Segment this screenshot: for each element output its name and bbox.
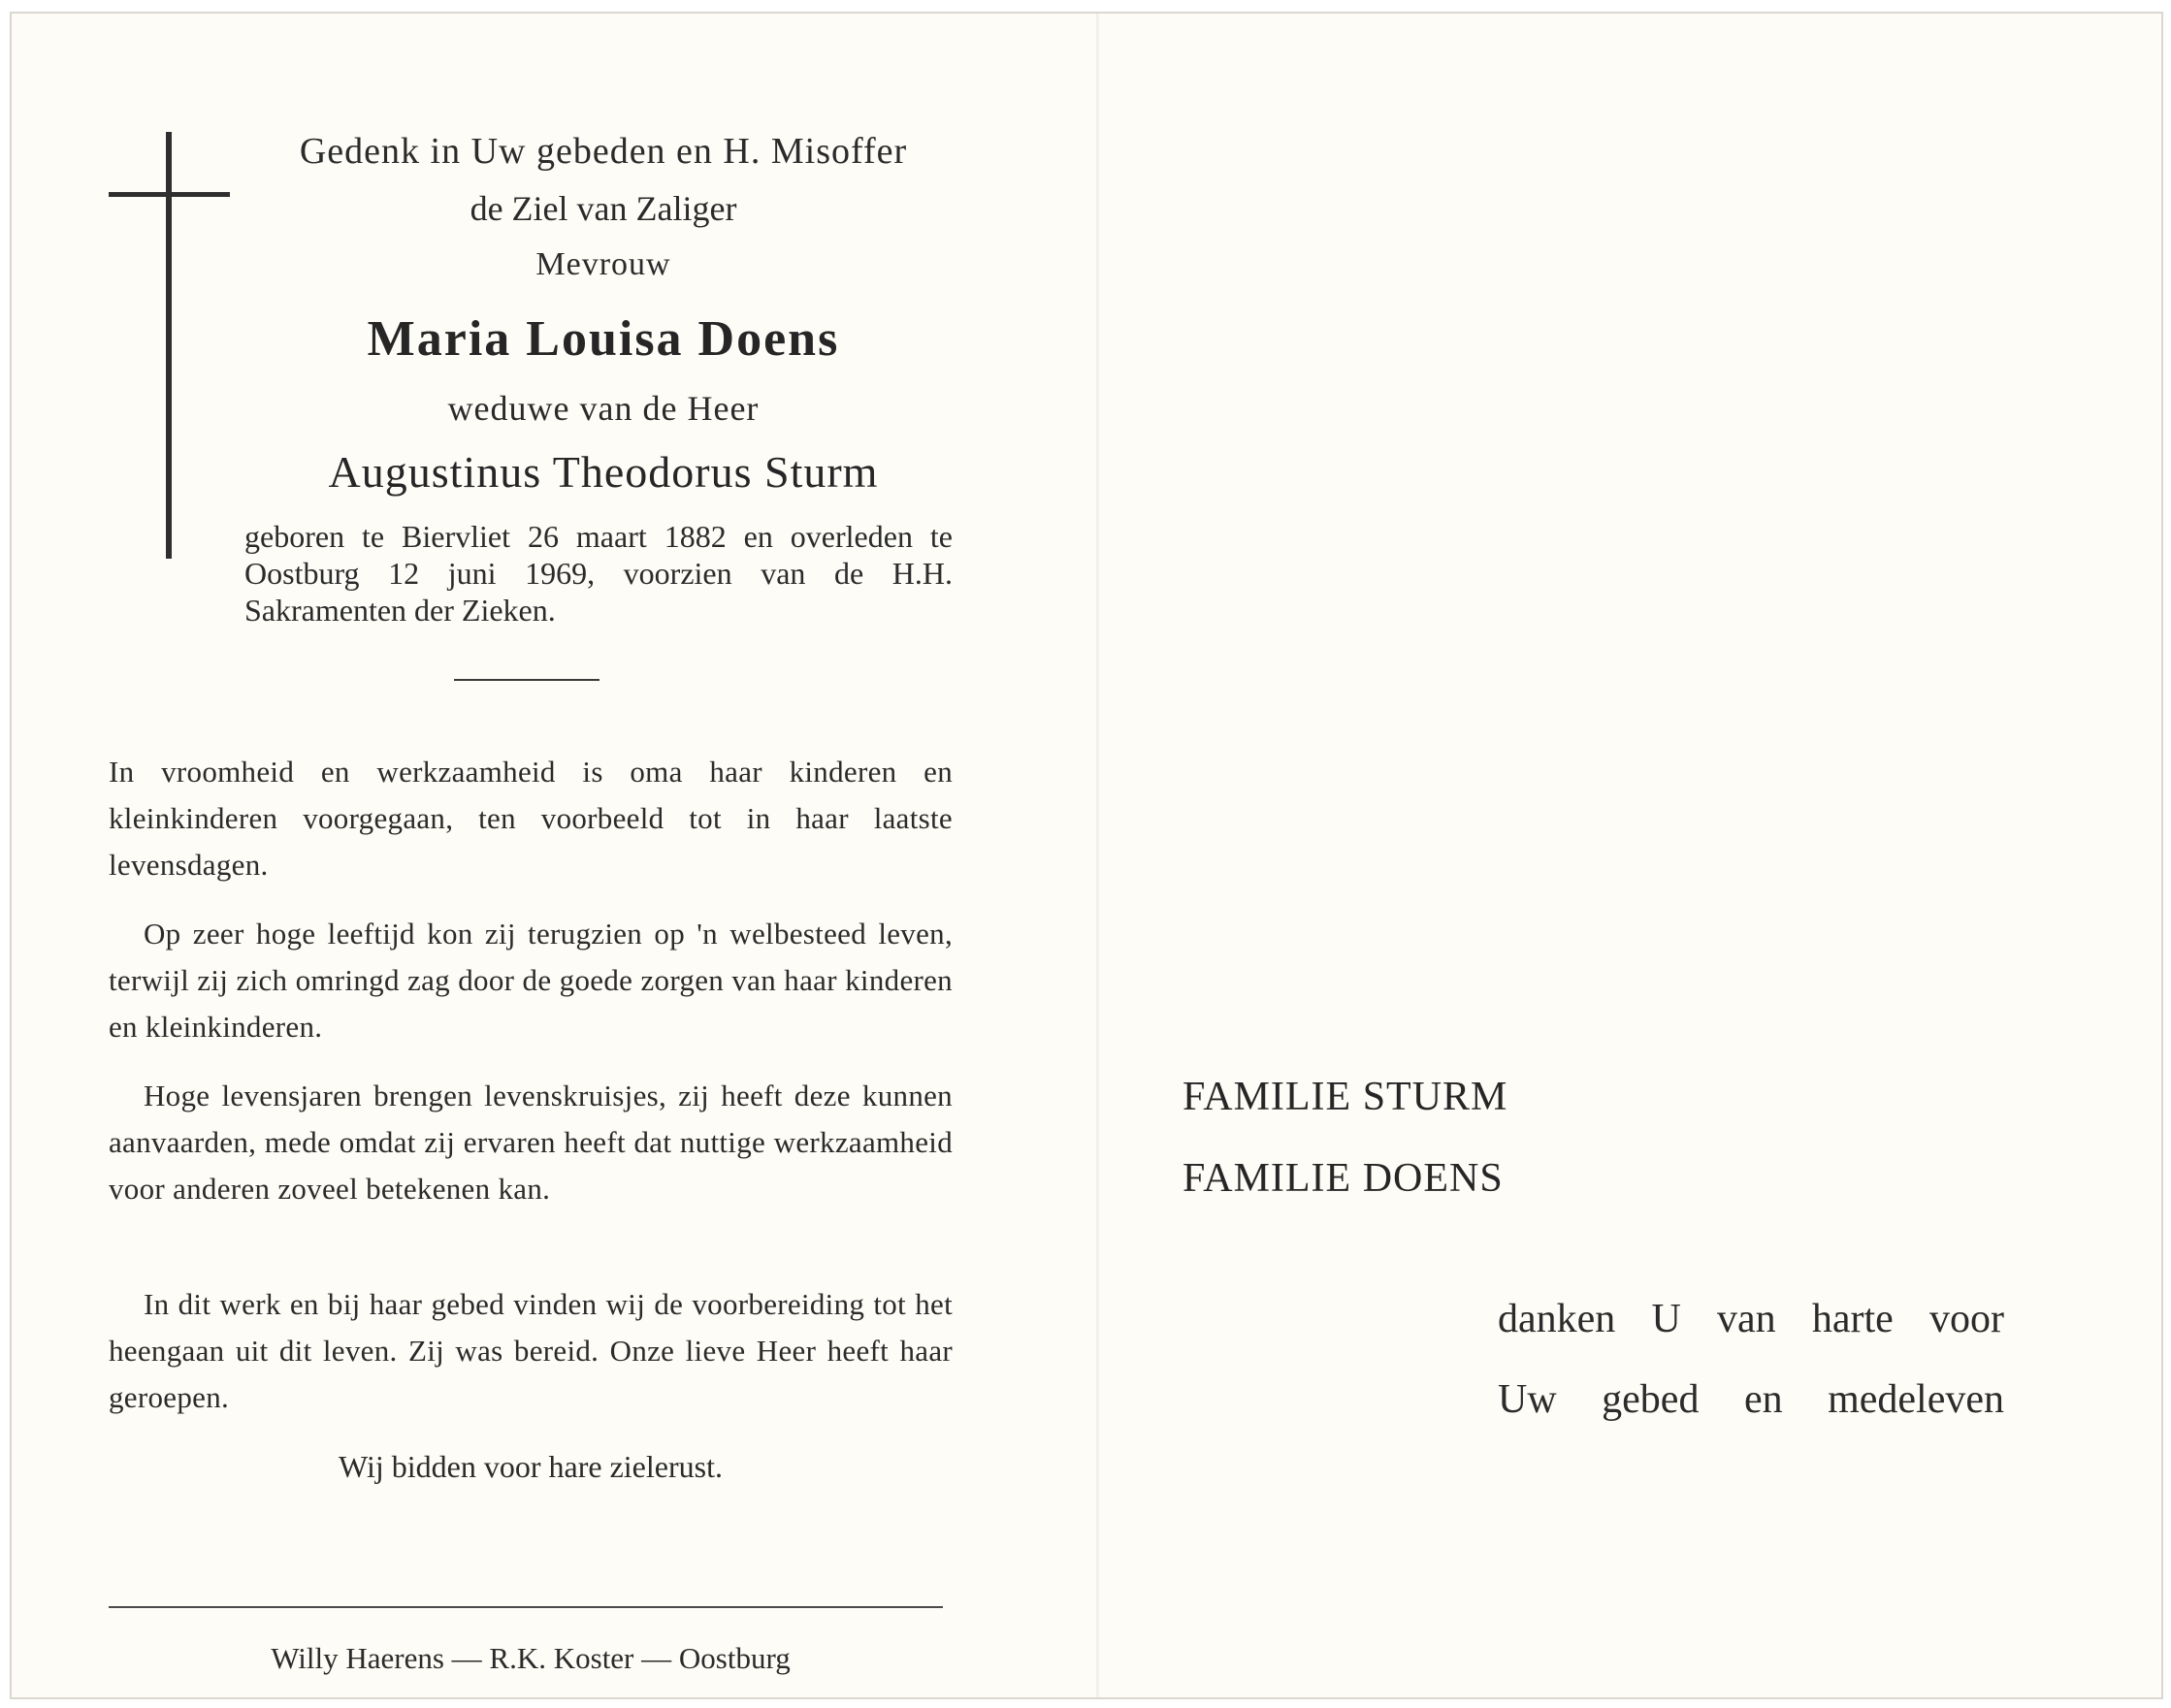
title-mevrouw: Mevrouw: [535, 246, 671, 282]
footer-divider: [109, 1606, 943, 1608]
paragraph-4: In dit werk en bij haar gebed vinden wij de voorbereiding tot het heengaan uit dit leven. Zij was bereid. Onze lieve Heer heeft haar geroepen.: [109, 1287, 953, 1414]
card-fold: [1096, 14, 1099, 1697]
paragraph-1: In vroomheid en werkzaamheid is oma haar kinderen en kleinkinderen voorgegaan, ten voorbeeld tot in haar laatste levensdagen.: [109, 755, 953, 882]
cross-icon-bar: [109, 192, 230, 197]
printer-credit: Willy Haerens — R.K. Koster — Oostburg: [271, 1641, 791, 1675]
paragraph-2: Op zeer hoge leeftijd kon zij terugzien op 'n welbesteed leven, terwijl zij zich omringd zag door de goede zorgen van haar kinderen en kleinkinderen.: [109, 917, 953, 1044]
family-sturm: FAMILIE STURM: [1183, 1075, 1508, 1119]
thanks-line-1: danken U van harte voor: [1498, 1297, 2004, 1341]
birth-death-text: geboren te Biervliet 26 maart 1882 en overleden te Oostburg 12 juni 1969, voorzien van de H.H. Sakramenten der Zieken.: [244, 519, 953, 628]
paragraph-3: Hoge levensjaren brengen levenskruisjes, zij heeft deze kunnen aanvaarden, mede omdat zij ervaren heeft dat nuttige werkzaamheid voor anderen zoveel betekenen kan.: [109, 1079, 953, 1206]
spouse-name: Augustinus Theodorus Sturm: [328, 447, 879, 497]
separator: [454, 679, 599, 681]
thanks-line-2: Uw gebed en medeleven: [1498, 1377, 2004, 1422]
memorial-card: [10, 12, 2163, 1699]
deceased-name: Maria Louisa Doens: [367, 311, 840, 367]
prayer-heading: Gedenk in Uw gebeden en H. Misoffer: [299, 131, 908, 172]
right-panel: [1100, 14, 2163, 1697]
soul-line: de Ziel van Zaliger: [470, 189, 737, 228]
left-panel: [12, 14, 1096, 1697]
closing-prayer: Wij bidden voor hare zielerust.: [339, 1449, 723, 1484]
family-doens: FAMILIE DOENS: [1183, 1156, 1504, 1201]
relation-line: weduwe van de Heer: [447, 389, 760, 428]
